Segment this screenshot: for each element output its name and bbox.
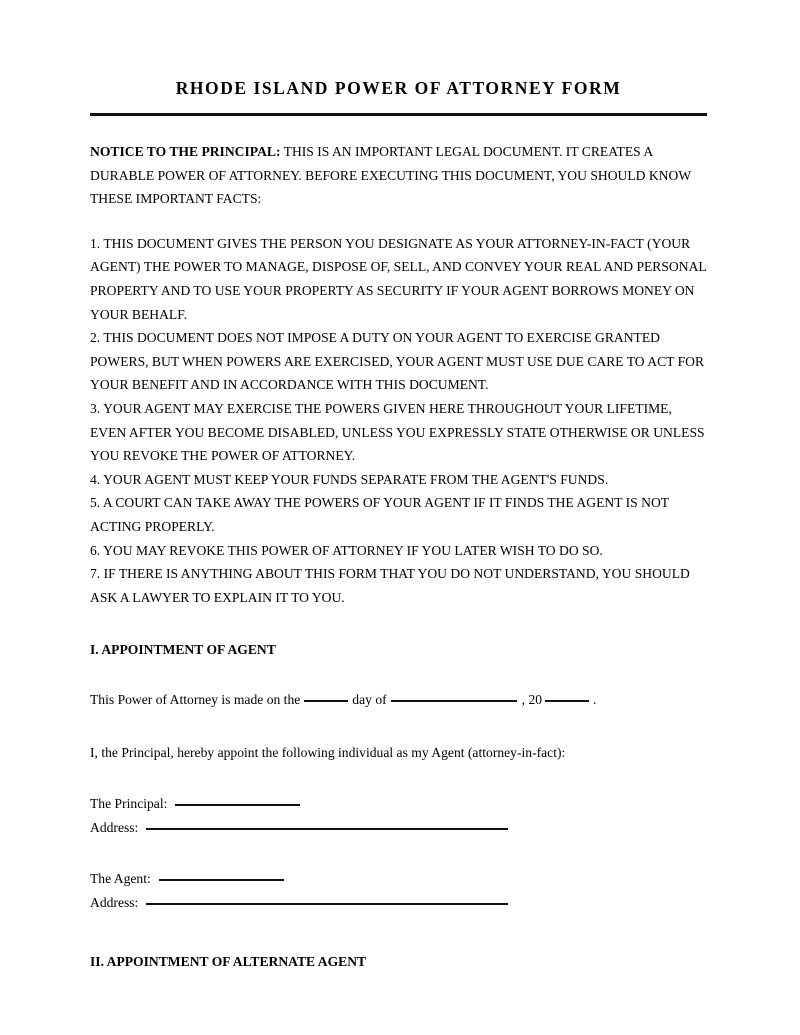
- agent-name-field[interactable]: [159, 879, 284, 881]
- numbered-facts-list: [90, 232, 707, 610]
- month-blank-field[interactable]: [391, 700, 517, 702]
- principal-address-label: Address:: [90, 820, 139, 836]
- principal-name-row: [90, 792, 707, 816]
- section-heading-appointment-of-alternate-agent: II. APPOINTMENT OF ALTERNATE AGENT: [90, 954, 367, 970]
- principal-address-row: [90, 816, 707, 840]
- agent-name-row: [90, 867, 707, 891]
- principal-name-label: The Principal:: [90, 796, 168, 812]
- year-blank-field[interactable]: [545, 700, 589, 702]
- numbered-item: 5. A COURT CAN TAKE AWAY THE POWERS OF YOUR AGENT IF IT FINDS THE AGENT IS NOT ACTING PROPERLY.: [90, 495, 669, 534]
- date-line: [90, 688, 707, 712]
- day-blank-field[interactable]: [304, 700, 348, 702]
- section-heading-appointment-of-agent: I. APPOINTMENT OF AGENT: [90, 642, 276, 658]
- numbered-item: 3. YOUR AGENT MAY EXERCISE THE POWERS GIVEN HERE THROUGHOUT YOUR LIFETIME, EVEN AFTER YOU BECOME DISABLED, UNLESS YOU EXPRESSLY STATE OTHERWISE OR UNLESS YOU REVOKE THE POWER OF ATTORNEY.: [90, 400, 705, 464]
- date-line-middle: day of: [352, 692, 387, 708]
- principal-name-field[interactable]: [175, 804, 300, 806]
- agent-address-field[interactable]: [146, 903, 508, 905]
- title-divider: [90, 113, 707, 116]
- numbered-item: 6. YOU MAY REVOKE THIS POWER OF ATTORNEY IF YOU LATER WISH TO DO SO.: [90, 542, 603, 558]
- agent-field-group: [90, 867, 707, 915]
- document-content: [90, 0, 707, 972]
- numbered-item: 1. THIS DOCUMENT GIVES THE PERSON YOU DESIGNATE AS YOUR ATTORNEY-IN-FACT (YOUR AGENT) THE POWER TO MANAGE, DISPOSE OF, SELL, AND CONVEY YOUR REAL AND PERSONAL PROPERTY AND TO USE YOUR PROPERTY AS SECURITY IF YOUR AGENT BORROWS MONEY ON YOUR BEHALF.: [90, 235, 707, 322]
- numbered-item: 4. YOUR AGENT MUST KEEP YOUR FUNDS SEPARATE FROM THE AGENT'S FUNDS.: [90, 471, 609, 487]
- notice-lead-label: NOTICE TO THE PRINCIPAL:: [90, 144, 281, 159]
- numbered-item: 2. THIS DOCUMENT DOES NOT IMPOSE A DUTY ON YOUR AGENT TO EXERCISE GRANTED POWERS, BUT WHEN POWERS ARE EXERCISED, YOUR AGENT MUST USE DUE CARE TO ACT FOR YOUR BENEFIT AND IN ACCORDANCE WITH THIS DOCUMENT.: [90, 330, 705, 393]
- principal-address-field[interactable]: [146, 828, 508, 830]
- numbered-item: 7. IF THERE IS ANYTHING ABOUT THIS FORM THAT YOU DO NOT UNDERSTAND, YOU SHOULD ASK A LAWYER TO EXPLAIN IT TO YOU.: [90, 566, 690, 605]
- date-line-suffix: .: [593, 692, 597, 708]
- agent-address-label: Address:: [90, 895, 139, 911]
- notice-paragraph: [90, 140, 707, 211]
- date-line-year-prefix: , 20: [521, 692, 543, 708]
- appointment-statement: I, the Principal, hereby appoint the following individual as my Agent (attorney-in-fact):: [90, 744, 566, 760]
- principal-field-group: [90, 792, 707, 840]
- agent-name-label: The Agent:: [90, 871, 151, 887]
- page-title: RHODE ISLAND POWER OF ATTORNEY FORM: [175, 78, 622, 98]
- date-line-prefix: This Power of Attorney is made on the: [90, 692, 301, 708]
- notice-body-text: THIS IS AN IMPORTANT LEGAL DOCUMENT. IT CREATES A DURABLE POWER OF ATTORNEY. BEFORE EXECUTING THIS DOCUMENT, YOU SHOULD KNOW THESE IMPORTANT FACTS:: [90, 144, 691, 207]
- agent-address-row: [90, 891, 707, 915]
